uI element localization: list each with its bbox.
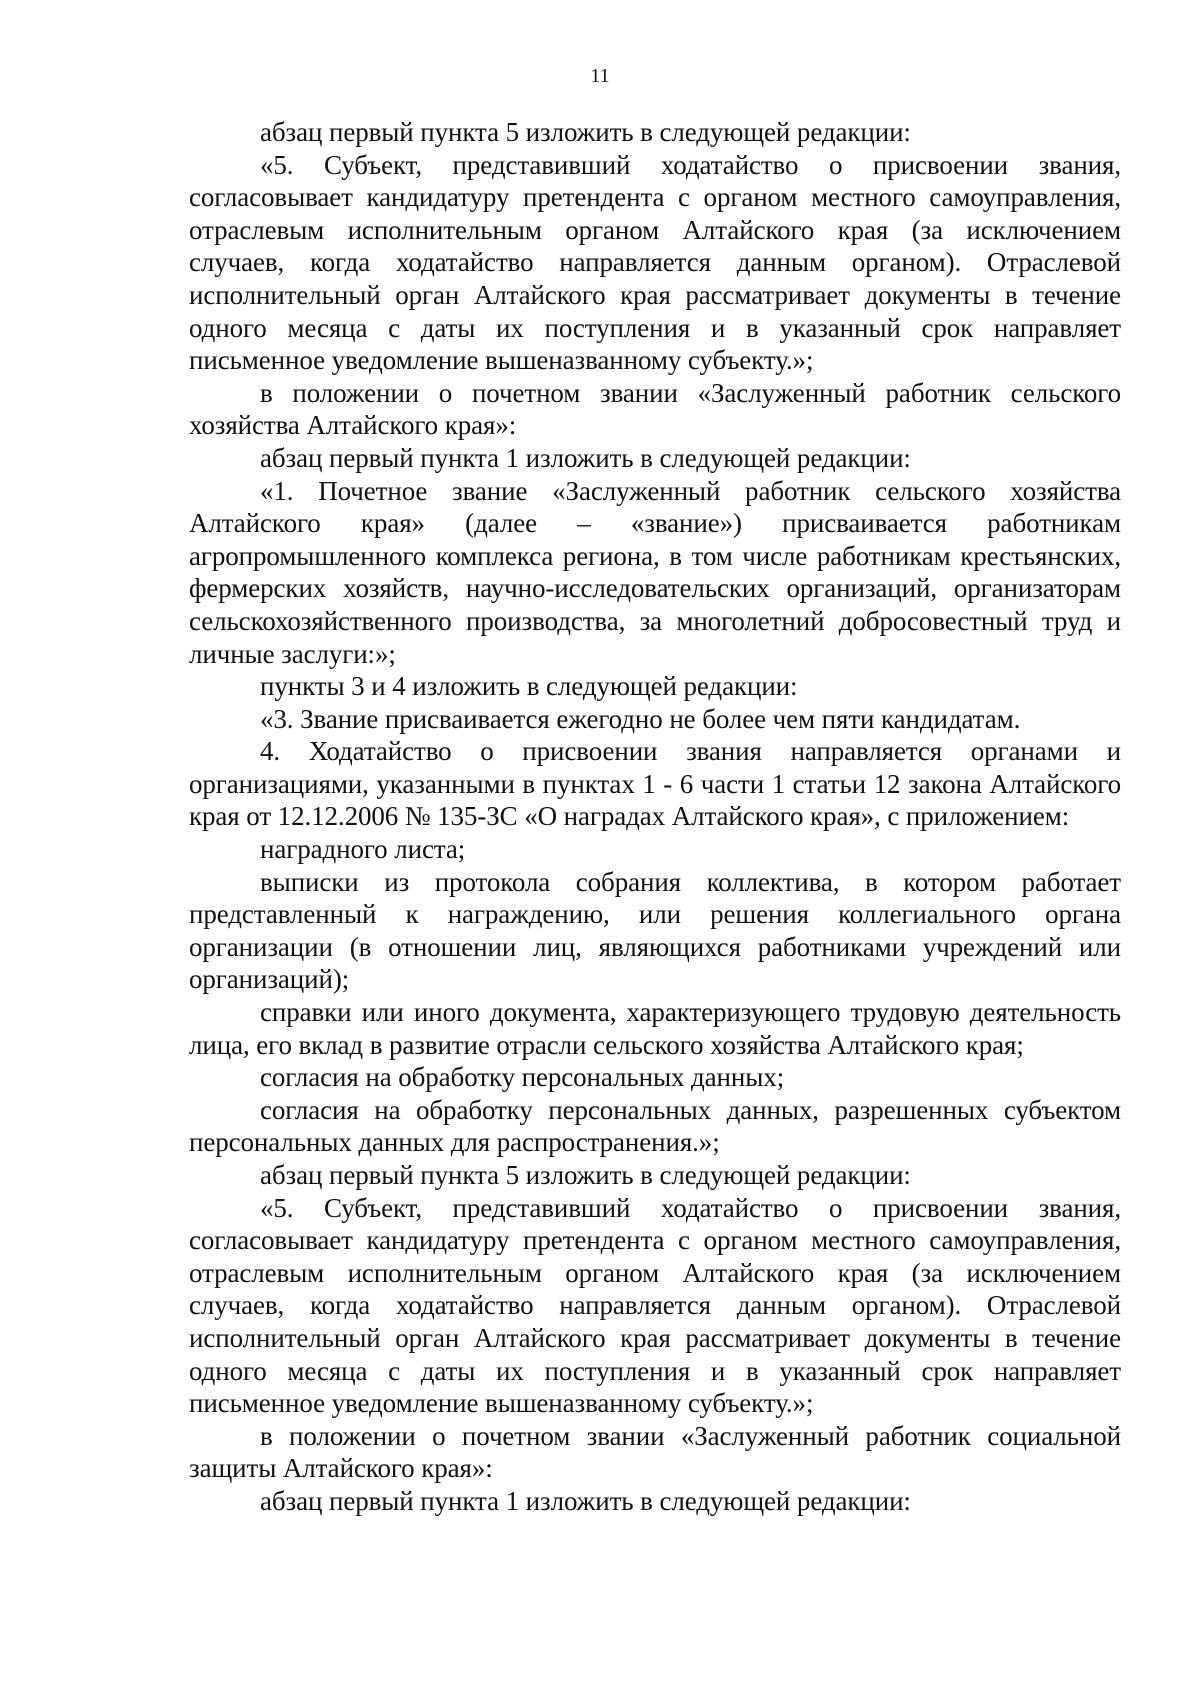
paragraph: «5. Субъект, представивший ходатайство о присвоении звания, согласовывает кандидатуру претендента с органом местного самоуправления, отраслевым исполнительным органом Алтайского края (за исключением случаев, когда ходатайство направляется данным органом). Отраслевой исполнительный орган Алтайского края рассматривает документы в течение одного месяца с даты их поступления и в указанный срок направляет письменное уведомление вышеназванному субъекту.»; xyxy=(189,1192,1121,1419)
document-body xyxy=(189,116,1121,1518)
paragraph: абзац первый пункта 5 изложить в следующей редакции: xyxy=(260,117,911,147)
paragraph: «3. Звание присваивается ежегодно не более чем пяти кандидатам. xyxy=(260,703,1021,734)
paragraph: «1. Почетное звание «Заслуженный работник сельского хозяйства Алтайского края» (далее – «звание») присваивается работникам агропромышленного комплекса региона, в том числе работникам крестьянских, фермерских хозяйств, научно-исследовательских организаций, организаторам сельскохозяйственного производства, за многолетний добросовестный труд и личные заслуги:»; xyxy=(189,475,1121,669)
paragraph: в положении о почетном звании «Заслуженный работник сельского хозяйства Алтайского края»: xyxy=(189,377,1121,441)
paragraph: справки или иного документа, характеризующего трудовую деятельность лица, его вклад в развитие отрасли сельского хозяйства Алтайского края; xyxy=(189,997,1121,1060)
paragraph: пункты 3 и 4 изложить в следующей редакции: xyxy=(260,671,798,702)
paragraph: наградного листа; xyxy=(260,834,466,865)
paragraph: согласия на обработку персональных данных; xyxy=(260,1062,785,1093)
page-number: 11 xyxy=(590,65,610,87)
paragraph: абзац первый пункта 1 изложить в следующей редакции: xyxy=(260,442,911,473)
paragraph: выписки из протокола собрания коллектива, в котором работает представленный к награждению, или решения коллегиального органа организации (в отношении лиц, являющихся работниками учреждений или организаций); xyxy=(189,866,1121,995)
paragraph: абзац первый пункта 1 изложить в следующей редакции: xyxy=(260,1485,911,1516)
paragraph: 4. Ходатайство о присвоении звания направляется органами и организациями, указанными в пунктах 1 - 6 части 1 статьи 12 закона Алтайского края от 12.12.2006 № 135-ЗС «О наградах Алтайского края», с приложением: xyxy=(189,736,1121,832)
paragraph: абзац первый пункта 5 изложить в следующей редакции: xyxy=(260,1160,911,1190)
paragraph: в положении о почетном звании «Заслуженный работник социальной защиты Алтайского края»: xyxy=(189,1420,1121,1484)
paragraph: согласия на обработку персональных данных, разрешенных субъектом персональных данных для распространения.»; xyxy=(189,1094,1121,1158)
paragraph: «5. Субъект, представивший ходатайство о присвоении звания, согласовывает кандидатуру претендента с органом местного самоуправления, отраслевым исполнительным органом Алтайского края (за исключением случаев, когда ходатайство направляется данным органом). Отраслевой исполнительный орган Алтайского края рассматривает документы в течение одного месяца с даты их поступления и в указанный срок направляет письменное уведомление вышеназванному субъекту.»; xyxy=(189,149,1121,376)
